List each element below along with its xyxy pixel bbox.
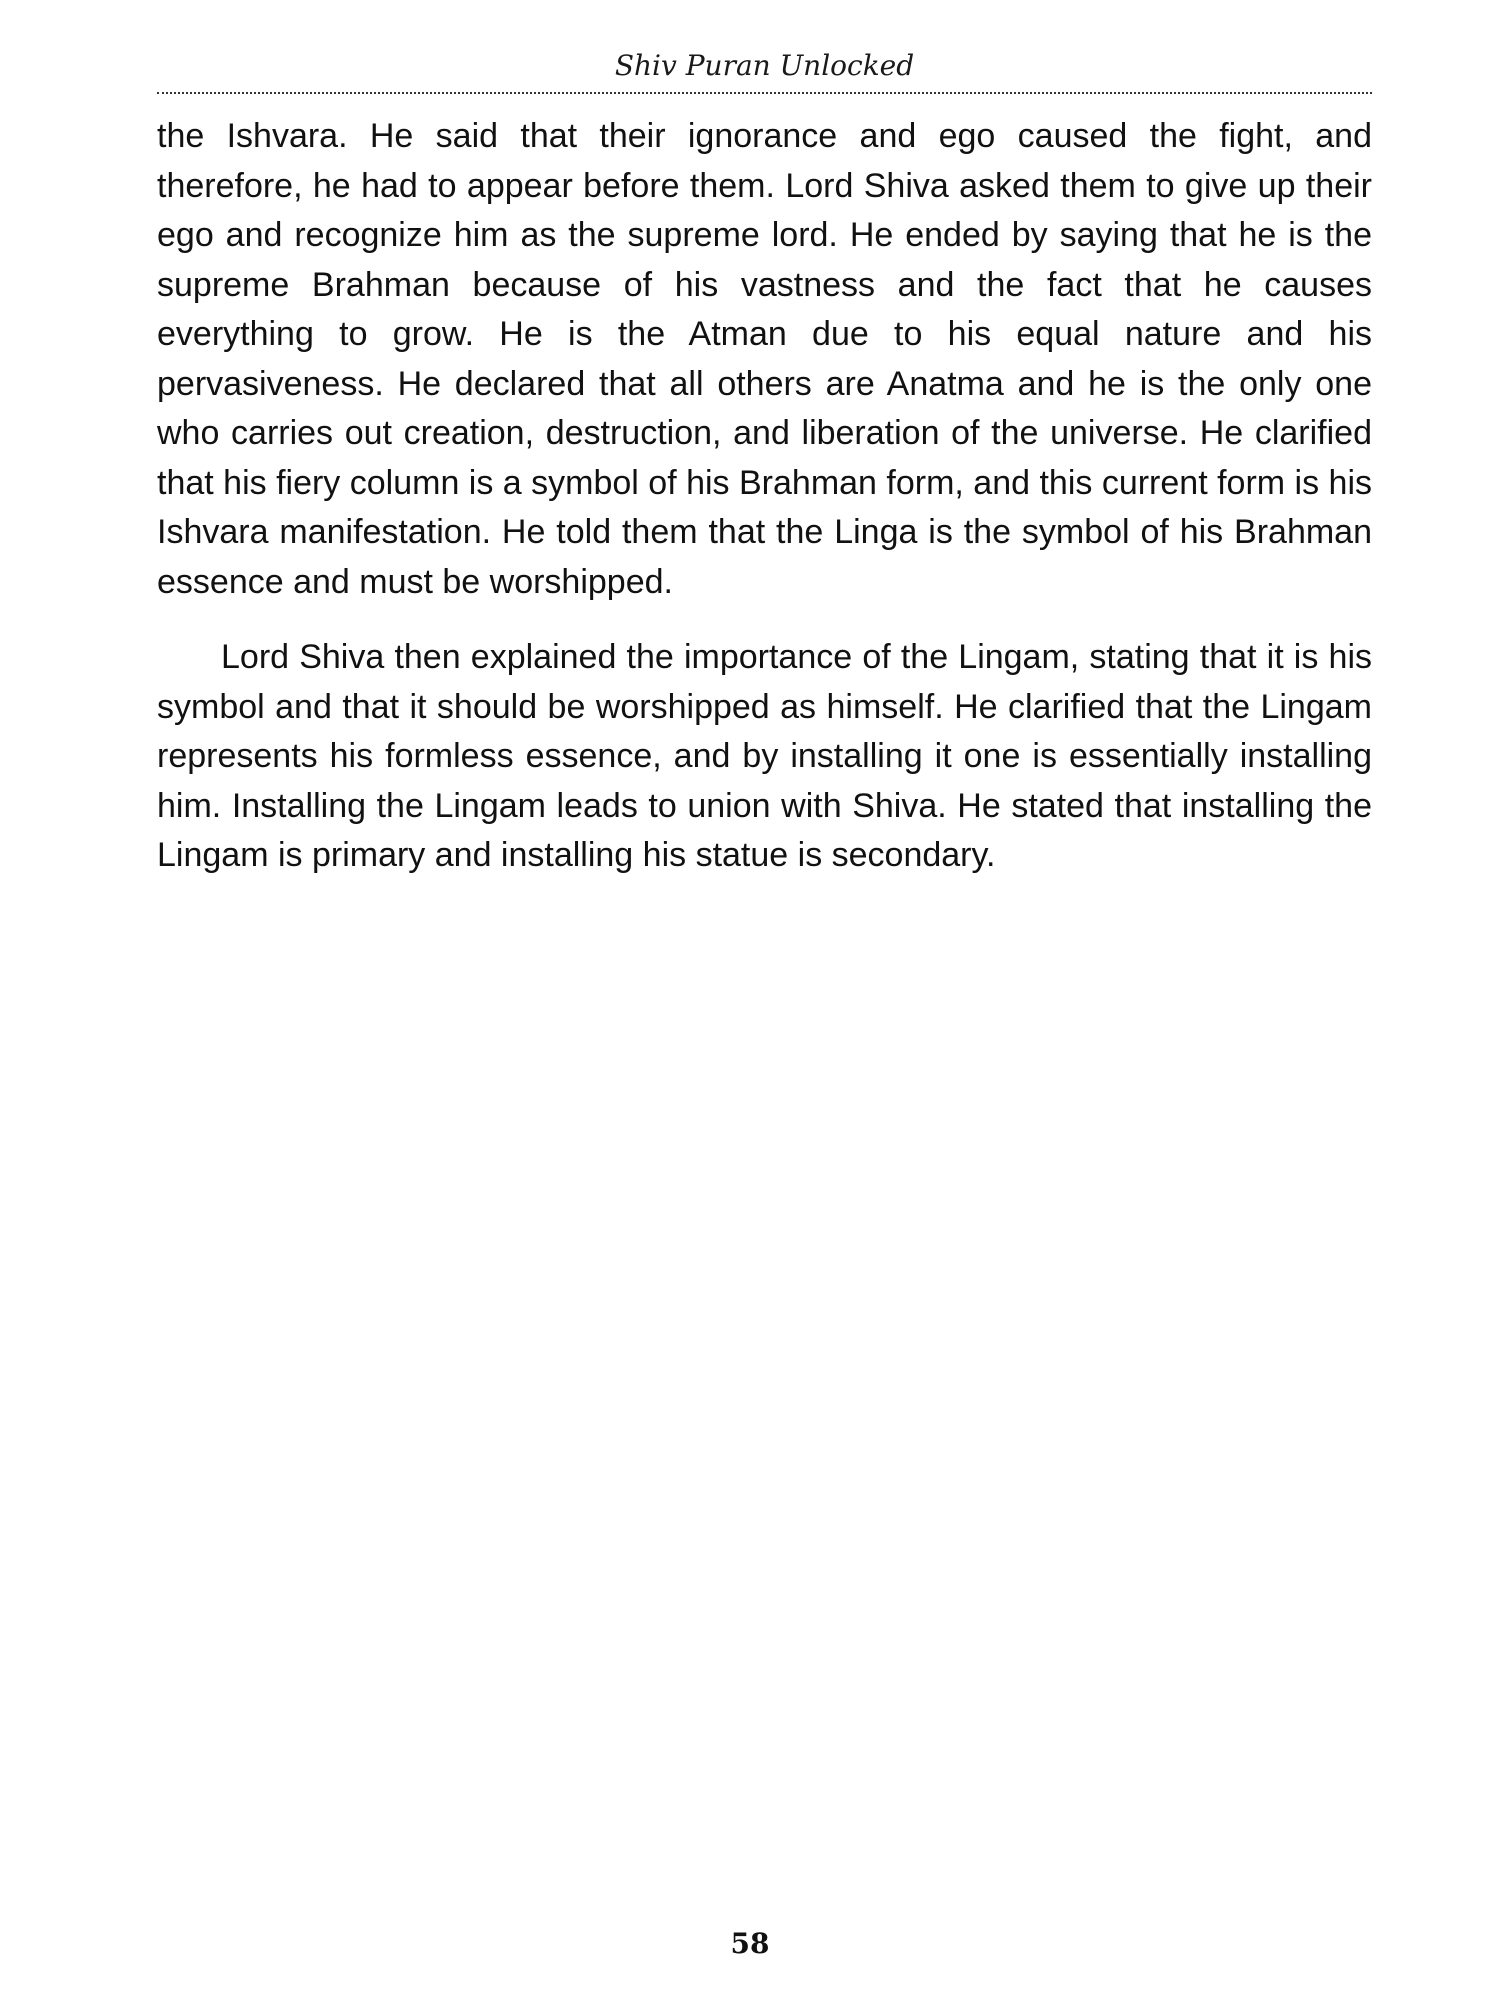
running-header-title: Shiv Puran Unlocked [614,49,915,82]
body-text [157,112,1372,881]
header-dotted-rule [157,92,1372,94]
paragraph-2: Lord Shiva then explained the importance of the Lingam, stating that it is his symbol and that it should be worshipped as himself. He clarified that the Lingam represents his formless essence, and by installing it one is essentially installing him. Installing the Lingam leads to union with Shiva. He stated that installing the Lingam is primary and installing his statue is secondary. [157,638,1372,874]
paragraph-1: the Ishvara. He said that their ignorance and ego caused the fight, and therefore, he had to appear before them. Lord Shiva asked them to give up their ego and recognize him as the supreme lord. He ended by saying that he is the supreme Brahman because of his vastness and the fact that he causes everything to grow. He is the Atman due to his equal nature and his pervasiveness. He declared that all others are Anatma and he is the only one who carries out creation, destruction, and liberation of the universe. He clarified that his fiery column is a symbol of his Brahman form, and this current form is his Ishvara manifestation. He told them that the Linga is the symbol of his Brahman essence and must be worshipped. [157,117,1373,601]
page-number: 58 [730,1927,770,1960]
